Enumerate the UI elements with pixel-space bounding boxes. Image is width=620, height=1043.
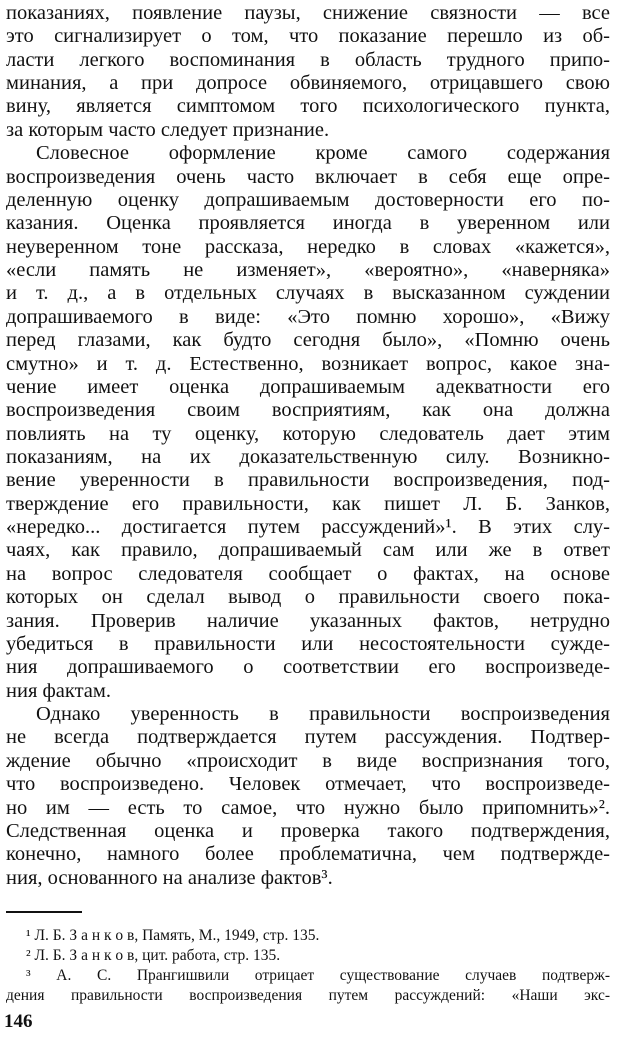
- body-text-line: воспроизведения очень часто включает в себя еще опре-: [6, 165, 610, 188]
- body-text-line: ния фактам.: [6, 679, 111, 702]
- body-text-line: казания. Оценка проявляется иногда в уверенном или: [6, 212, 610, 235]
- body-text-line: вину, является симптомом того психологического пункта,: [6, 95, 610, 118]
- body-text-line: убедиться в правильности или несостоятельности сужде-: [6, 632, 610, 655]
- body-text-line: на вопрос следователя сообщает о фактах, на основе: [6, 562, 610, 585]
- body-text-line: «если память не изменяет», «вероятно», «наверняка»: [6, 259, 610, 282]
- body-text-line: деленную оценку допрашиваемым достоверности его по-: [6, 188, 610, 211]
- body-text-line: ния, основанного на анализе фактов³.: [6, 866, 333, 889]
- body-text-line: но им — есть то самое, что нужно было припомнить»².: [6, 796, 610, 819]
- body-text-line: воспроизведения своим восприятиям, как она должна: [6, 399, 610, 422]
- body-text-line: зания. Проверив наличие указанных фактов, нетрудно: [6, 609, 610, 632]
- body-text-line: чение имеет оценка допрашиваемым адекватности его: [6, 375, 610, 398]
- body-text-line: конечно, намного более проблематична, чем подтвержде-: [6, 843, 610, 866]
- body-text-line: что воспроизведено. Человек отмечает, что воспроизведе-: [6, 773, 610, 796]
- body-text-line: допрашиваемого в виде: «Это помню хорошо», «Вижу: [6, 305, 610, 328]
- body-text-line: Следственная оценка и проверка такого подтверждения,: [6, 819, 610, 842]
- body-text-line: тверждение его правильности, как пишет Л. Б. Занков,: [6, 492, 610, 515]
- page-number: 146: [4, 1011, 33, 1032]
- body-text-line: смутно» и т. д. Естественно, возникает вопрос, какое зна-: [6, 352, 610, 375]
- footnote-line: ² Л. Б. З а н к о в, цит. работа, стр. 135.: [26, 947, 281, 964]
- body-text-line: Однако уверенность в правильности воспроизведения: [36, 703, 610, 726]
- body-text-line: перед глазами, как будто сегодня было», «Помню очень: [6, 329, 610, 352]
- body-text-line: ласти легкого воспоминания в область трудного припо-: [6, 48, 610, 71]
- body-text-line: Словесное оформление кроме самого содержания: [36, 142, 610, 165]
- body-text-line: это сигнализирует о том, что показание перешло из об-: [6, 25, 610, 48]
- body-text-line: ждение обычно «происходит в виде воспризнания того,: [6, 749, 610, 772]
- body-text-line: не всегда подтверждается путем рассуждения. Подтвер-: [6, 726, 610, 749]
- body-text-line: за которым часто следует признание.: [6, 118, 330, 141]
- footnote-line: ¹ Л. Б. З а н к о в, Память, М., 1949, стр. 135.: [26, 927, 320, 944]
- body-text-line: вение уверенности в правильности воспроизведения, под-: [6, 469, 610, 492]
- body-text-line: показаниях, появление паузы, снижение связности — все: [6, 2, 610, 24]
- footnote-line: дения правильности воспроизведения путем рассуждений: «Наши экс-: [6, 987, 610, 1004]
- footnote-separator: [6, 911, 82, 913]
- body-text-line: чаях, как правило, допрашиваемый сам или же в ответ: [6, 539, 610, 562]
- body-text-line: минания, а при допросе обвиняемого, отрицавшего свою: [6, 72, 610, 95]
- body-text-line: показаниям, на их доказательственную силу. Возникно-: [6, 446, 610, 468]
- footnote-line: ³ А. С. Прангишвили отрицает существование случаев подтверж-: [26, 967, 610, 984]
- body-text-line: и т. д., а в отдельных случаях в высказанном суждении: [6, 282, 610, 305]
- body-text-line: повлиять на ту оценку, которую следователь дает этим: [6, 422, 610, 445]
- body-text-line: «нередко... достигается путем рассуждений»¹. В этих слу-: [6, 516, 610, 539]
- body-text-line: неуверенном тоне рассказа, нередко в словах «кажется»,: [6, 235, 610, 258]
- body-text-line: ния допрашиваемого о соответствии его воспроизведе-: [6, 656, 610, 679]
- body-text-line: которых он сделал вывод о правильности своего пока-: [6, 586, 610, 609]
